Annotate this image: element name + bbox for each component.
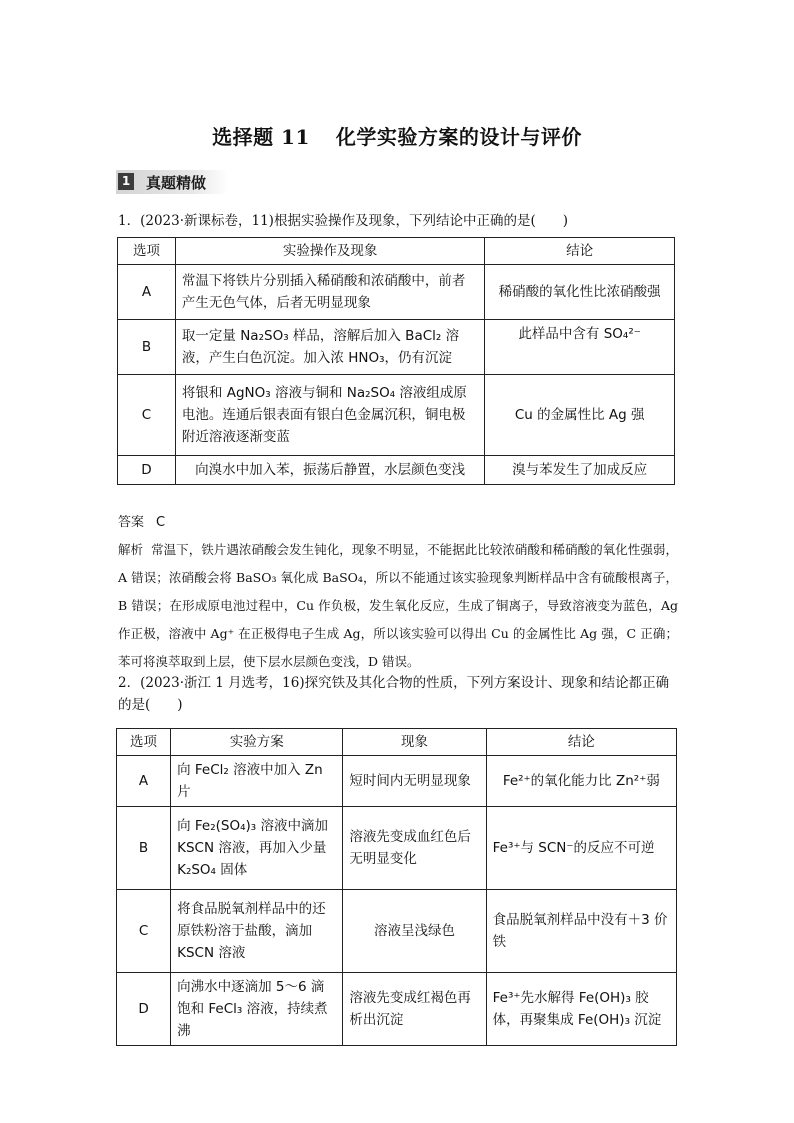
header-conclusion: 结论 [485, 238, 675, 265]
table-row [117, 756, 677, 807]
row-option: C [118, 375, 176, 456]
header-phenomenon: 现象 [343, 729, 486, 756]
row-option: B [118, 320, 176, 375]
row-option: D [118, 456, 176, 485]
row-operation: 取一定量 Na₂SO₃ 样品，溶解后加入 BaCl₂ 溶液，产生白色沉淀。加入浓 HNO₃，仍有沉淀 [175, 320, 484, 375]
row-option: D [117, 973, 171, 1046]
row-operation: 常温下将铁片分别插入稀硝酸和浓硝酸中，前者产生无色气体，后者无明显现象 [175, 265, 484, 320]
table-header-row [117, 729, 677, 756]
row-conclusion: 溴与苯发生了加成反应 [485, 456, 675, 485]
table-row [117, 807, 677, 890]
question-2-stem: 2．(2023·浙江 1 月选考，16)探究铁及其化合物的性质，下列方案设计、现象和结论都正确的是( ) [118, 675, 670, 713]
row-conclusion: Fe³⁺与 SCN⁻的反应不可逆 [486, 807, 676, 890]
table-row [118, 375, 675, 456]
row-conclusion: Fe³⁺先水解得 Fe(OH)₃ 胶体，再聚集成 Fe(OH)₃ 沉淀 [486, 973, 676, 1046]
table-row [117, 973, 677, 1046]
table-row [118, 265, 675, 320]
row-operation: 向溴水中加入苯，振荡后静置，水层颜色变浅 [175, 456, 484, 485]
answer-label: 答案 [118, 515, 145, 530]
section-header [116, 170, 228, 194]
row-option: B [117, 807, 171, 890]
question-2-table [116, 728, 677, 1046]
row-option: A [118, 265, 176, 320]
header-option: 选项 [117, 729, 171, 756]
header-conclusion: 结论 [486, 729, 676, 756]
row-conclusion: Fe²⁺的氧化能力比 Zn²⁺弱 [486, 756, 676, 807]
row-phenomenon: 短时间内无明显现象 [343, 756, 486, 807]
row-conclusion: 此样品中含有 SO₄²⁻ [485, 320, 675, 375]
table-row [117, 890, 677, 973]
title-part1: 选择题 11 [212, 125, 310, 149]
analysis [118, 536, 678, 676]
table-header-row [118, 238, 675, 265]
section-label: 真题精做 [146, 174, 207, 192]
row-plan: 向沸水中逐滴加 5～6 滴饱和 FeCl₃ 溶液，持续煮沸 [171, 973, 343, 1046]
page-title [0, 121, 794, 150]
row-plan: 向 FeCl₂ 溶液中加入 Zn 片 [171, 756, 343, 807]
table-row [118, 320, 675, 375]
row-option: A [117, 756, 171, 807]
answer [118, 511, 165, 530]
title-part2: 化学实验方案的设计与评价 [335, 125, 582, 149]
analysis-label: 解析 [118, 542, 144, 557]
row-operation: 将银和 AgNO₃ 溶液与铜和 Na₂SO₄ 溶液组成原电池。连通后银表面有银白色金属沉积，铜电极附近溶液逐渐变蓝 [175, 375, 484, 456]
analysis-text: 常温下，铁片遇浓硝酸会发生钝化，现象不明显，不能据此比较浓硝酸和稀硝酸的氧化性强弱，A 错误；浓硝酸会将 BaSO₃ 氧化成 BaSO₄，所以不能通过该实验现象判断样品中含有硫酸根离子，B 错误；在形成原电池过程中，Cu 作负极，发生氧化反应，生成了铜离子，导致溶液变为蓝色，Ag 作正极，溶液中 Ag⁺ 在正极得电子生成 Ag，所以该实验可以得出 Cu 的金属性比 Ag 强，C 正确；苯可将溴萃取到上层，使下层水层颜色变浅，D 错误。 [118, 542, 678, 669]
question-1-table [117, 237, 675, 485]
row-phenomenon: 溶液先变成红褐色再析出沉淀 [343, 973, 486, 1046]
question-1-stem: 1．(2023·新课标卷，11)根据实验操作及现象，下列结论中正确的是( ) [118, 213, 568, 229]
row-conclusion: 食品脱氧剂样品中没有＋3 价铁 [486, 890, 676, 973]
section-number-icon: 1 [118, 173, 134, 190]
row-conclusion: Cu 的金属性比 Ag 强 [485, 375, 675, 456]
header-option: 选项 [118, 238, 176, 265]
answer-value: C [156, 515, 166, 530]
header-plan: 实验方案 [171, 729, 343, 756]
row-phenomenon: 溶液呈浅绿色 [343, 890, 486, 973]
row-plan: 将食品脱氧剂样品中的还原铁粉溶于盐酸，滴加 KSCN 溶液 [171, 890, 343, 973]
row-option: C [117, 890, 171, 973]
row-plan: 向 Fe₂(SO₄)₃ 溶液中滴加 KSCN 溶液，再加入少量 K₂SO₄ 固体 [171, 807, 343, 890]
row-conclusion: 稀硝酸的氧化性比浓硝酸强 [485, 265, 675, 320]
header-operation: 实验操作及现象 [175, 238, 484, 265]
table-row [118, 456, 675, 485]
row-phenomenon: 溶液先变成血红色后无明显变化 [343, 807, 486, 890]
